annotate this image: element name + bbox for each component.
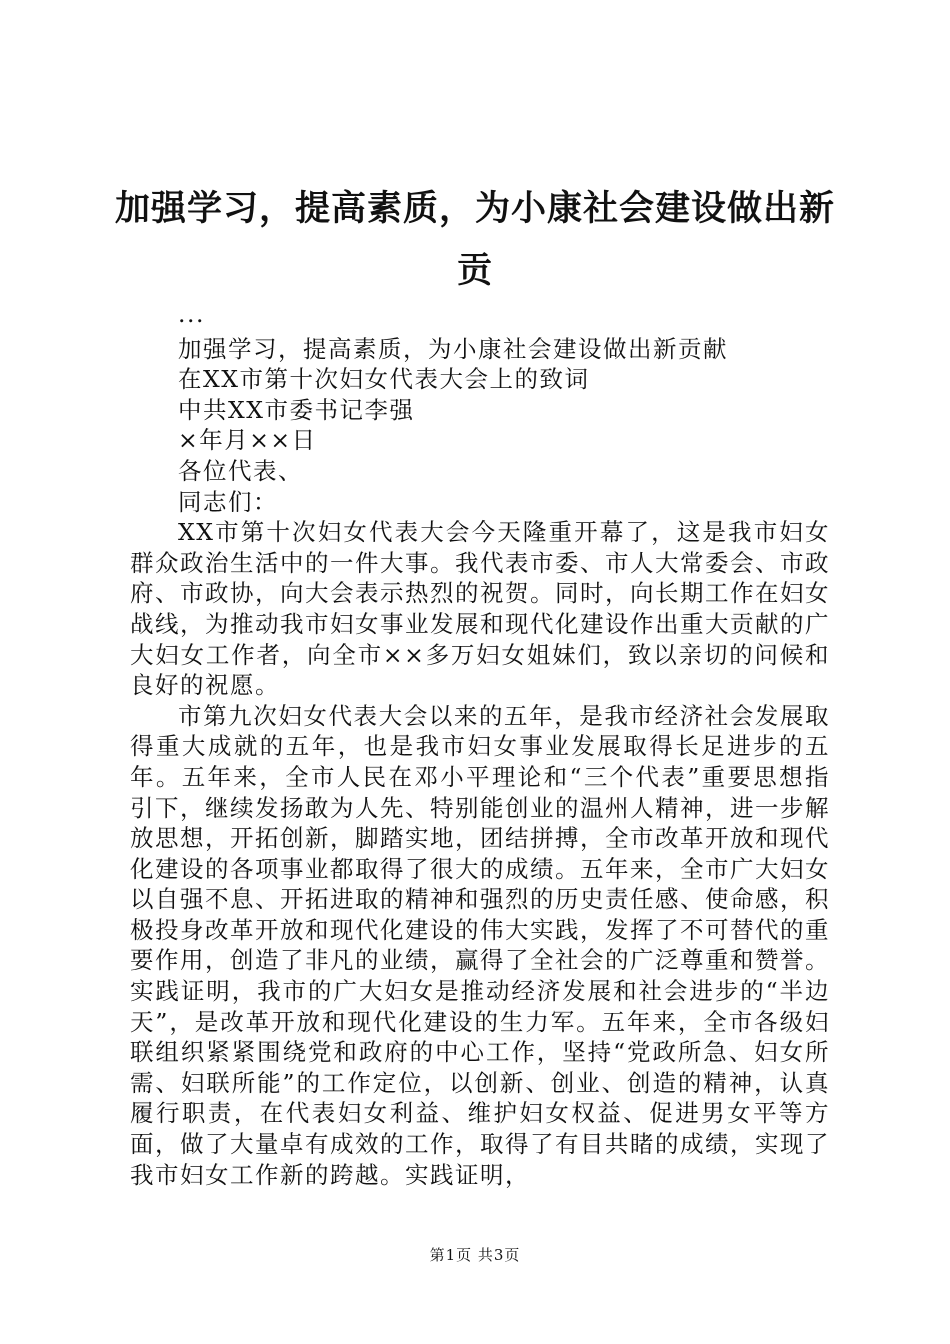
- speech-title-line: 加强学习，提高素质，为小康社会建设做出新贡献: [178, 334, 728, 363]
- body-paragraph-2: 市第九次妇女代表大会以来的五年，是我市经济社会发展取得重大成就的五年，也是我市妇女事业发展取得长足进步的五年。五年来，全市人民在邓小平理论和“三个代表”重要思想指引下，继续发扬敢为人先、特别能创业的温州人精神，进一步解放思想，开拓创新，脚踏实地，团结拼搏，全市改革开放和现代化建设的各项事业都取得了很大的成绩。五年来，全市广大妇女以自强不息、开拓进取的精神和强烈的历史责任感、使命感，积极投身改革开放和现代化建设的伟大实践，发挥了不可替代的重要作用，创造了非凡的业绩，赢得了全社会的广泛尊重和赞誉。实践证明，我市的广大妇女是推动经济发展和社会进步的“半边天”，是改革开放和现代化建设的生力军。五年来，全市各级妇联组织紧紧围绕党和政府的中心工作，坚持“党政所急、妇女所需、妇联所能”的工作定位，以创新、创业、创造的精神，认真履行职责，在代表妇女利益、维护妇女权益、促进男女平等方面，做了大量卓有成效的工作，取得了有目共睹的成绩，实现了我市妇女工作新的跨越。实践证明，: [130, 701, 830, 1189]
- speaker-line: 中共XX市委书记李强: [178, 395, 415, 424]
- page-footer: 第1页 共3页: [429, 1246, 521, 1264]
- date-line: ×年月××日: [178, 426, 317, 455]
- salutation-line-1: 各位代表、: [178, 456, 303, 485]
- document-body: [130, 300, 830, 1190]
- speech-occasion-line: 在XX市第十次妇女代表大会上的致词: [178, 365, 590, 394]
- salutation-line-2: 同志们：: [178, 487, 278, 516]
- ellipsis-mark: ...: [178, 300, 205, 328]
- body-paragraph-1: XX市第十次妇女代表大会今天隆重开幕了，这是我市妇女群众政治生活中的一件大事。我代表市委、市人大常委会、市政府、市政协，向大会表示热烈的祝贺。同时，向长期工作在妇女战线，为推动我市妇女事业发展和现代化建设作出重大贡献的广大妇女工作者，向全市××多万妇女姐妹们，致以亲切的问候和良好的祝愿。: [130, 518, 830, 700]
- document-title: 加强学习，提高素质，为小康社会建设做出新贡: [114, 189, 835, 291]
